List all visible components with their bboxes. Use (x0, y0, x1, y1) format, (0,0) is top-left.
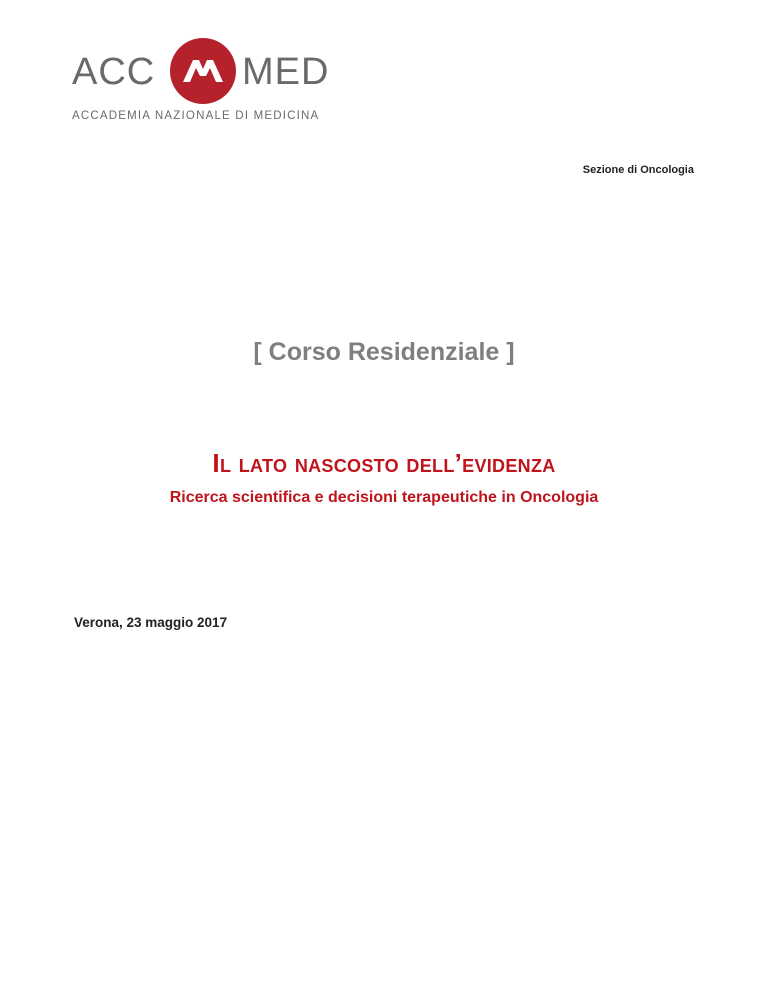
logo-m-icon (170, 38, 236, 104)
accmed-logo (70, 38, 330, 130)
section-label: Sezione di Oncologia (582, 164, 694, 176)
logo-subtitle: ACCADEMIA NAZIONALE DI MEDICINA (72, 110, 320, 122)
logo-right-word: MED (242, 51, 330, 93)
course-type-heading: [ Corso Residenziale ] (253, 338, 515, 366)
place-date: Verona, 23 maggio 2017 (74, 615, 228, 630)
logo-row (70, 38, 330, 104)
logo-left-word: ACC (72, 51, 156, 93)
course-subtitle: Ricerca scientifica e decisioni terapeutiche in Oncologia (169, 489, 599, 506)
course-title: Il lato nascosto dell’evidenza (212, 448, 556, 478)
